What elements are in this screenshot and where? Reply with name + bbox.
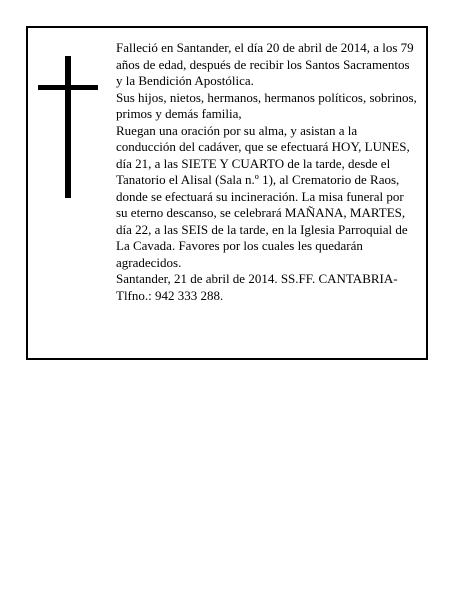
death-announcement: Falleció en Santander, el día 20 de abril de 2014, a los 79 años de edad, después de recibir los Santos Sacramentos y la Bendición Apostólica. (116, 40, 414, 88)
cross-vertical-bar (65, 56, 71, 198)
funeral-details: Ruegan una oración por su alma, y asistan a la conducción del cadáver, que se efectuará HOY, LUNES, día 21, a las SIETE Y CUARTO de la tarde, desde el Tanatorio el Alisal (Sala n.º 1), al Crematorio de Raos, donde se efectuará su incineración. La misa funeral por su eterno descanso, se celebrará MAÑANA, MARTES, día 22, a las SEIS de la tarde, en la Iglesia Parroquial de La Cavada. Favores por los cuales les quedarán agradecidos. (116, 122, 410, 270)
place-date-contact: Santander, 21 de abril de 2014. SS.FF. CANTABRIA-Tlfno.: 942 333 288. (116, 271, 398, 303)
notice-text (116, 40, 418, 304)
obituary-notice (26, 26, 428, 360)
cross-icon (38, 56, 98, 198)
family-line: Sus hijos, nietos, hermanos, hermanos políticos, sobrinos, primos y demás familia, (116, 89, 417, 121)
cross-horizontal-bar (38, 85, 98, 90)
